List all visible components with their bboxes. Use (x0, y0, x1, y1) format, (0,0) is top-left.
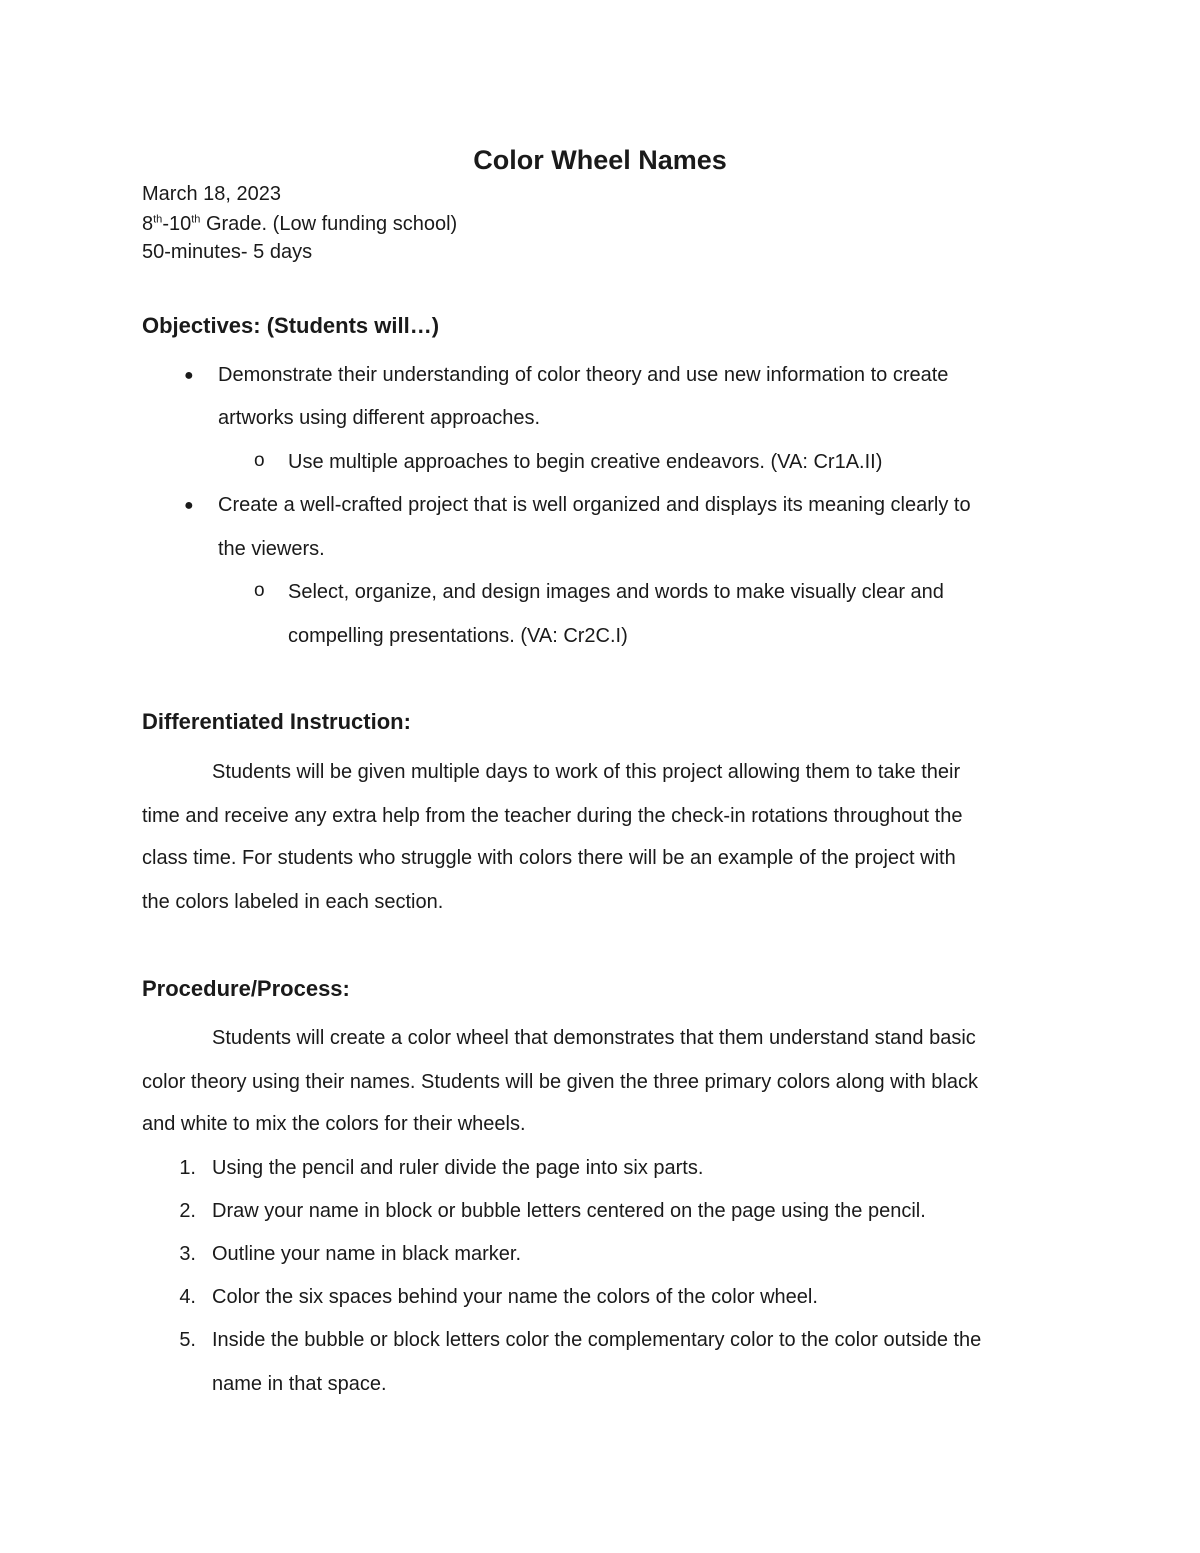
grade-pre: 8 (142, 213, 154, 235)
objective-line: Demonstrate their understanding of color theory and use new information to create (218, 364, 949, 386)
step-text: Draw your name in block or bubble letters centered on the page using the pencil. (212, 1200, 926, 1222)
objective-line: artworks using different approaches. (218, 407, 541, 429)
step-text: name in that space. (212, 1373, 387, 1395)
step-text: Inside the bubble or block letters color the complementary color to the color outside the (212, 1329, 982, 1351)
grade-post: Grade. (Low funding school) (200, 213, 458, 235)
objective-sub-line: Use multiple approaches to begin creative endeavors. (VA: Cr1A.II) (288, 451, 883, 473)
paragraph-line: color theory using their names. Students will be given the three primary colors along with black (142, 1071, 978, 1093)
step-number: 1. (179, 1157, 196, 1179)
step-number: 4. (179, 1286, 196, 1308)
objective-sub-line: compelling presentations. (VA: Cr2C.I) (288, 625, 628, 647)
paragraph-line: the colors labeled in each section. (142, 891, 444, 913)
step-number: 2. (179, 1200, 196, 1222)
bullet-icon: ● (184, 497, 194, 514)
grade-sup-2: th (191, 213, 201, 226)
document-title: Color Wheel Names (473, 145, 727, 175)
sub-bullet-icon: o (254, 580, 265, 601)
procedure-heading: Procedure/Process: (142, 976, 350, 1001)
step-text: Outline your name in black marker. (212, 1243, 522, 1265)
grade-sup-1: th (153, 213, 163, 226)
sub-bullet-icon: o (254, 450, 265, 471)
step-number: 3. (179, 1243, 196, 1265)
paragraph-line: and white to mix the colors for their wheels. (142, 1113, 526, 1135)
paragraph-line: class time. For students who struggle with colors there will be an example of the project with (142, 847, 956, 869)
grade-line (142, 212, 457, 236)
step-text: Using the pencil and ruler divide the page into six parts. (212, 1157, 704, 1179)
objective-line: the viewers. (218, 538, 325, 560)
differentiated-heading: Differentiated Instruction: (142, 709, 411, 734)
step-text: Color the six spaces behind your name the colors of the color wheel. (212, 1286, 818, 1308)
objective-line: Create a well-crafted project that is well organized and displays its meaning clearly to (218, 494, 971, 516)
paragraph-line: time and receive any extra help from the teacher during the check-in rotations throughout the (142, 805, 963, 827)
date-line: March 18, 2023 (142, 183, 281, 205)
bullet-icon: ● (184, 367, 194, 384)
duration-line: 50-minutes- 5 days (142, 241, 313, 263)
objectives-heading: Objectives: (Students will…) (142, 313, 440, 338)
grade-mid: -10 (162, 213, 192, 235)
paragraph-line: Students will be given multiple days to work of this project allowing them to take their (212, 761, 961, 783)
paragraph-line: Students will create a color wheel that demonstrates that them understand stand basic (212, 1027, 976, 1049)
step-number: 5. (179, 1329, 196, 1351)
objective-sub-line: Select, organize, and design images and words to make visually clear and (288, 581, 944, 603)
